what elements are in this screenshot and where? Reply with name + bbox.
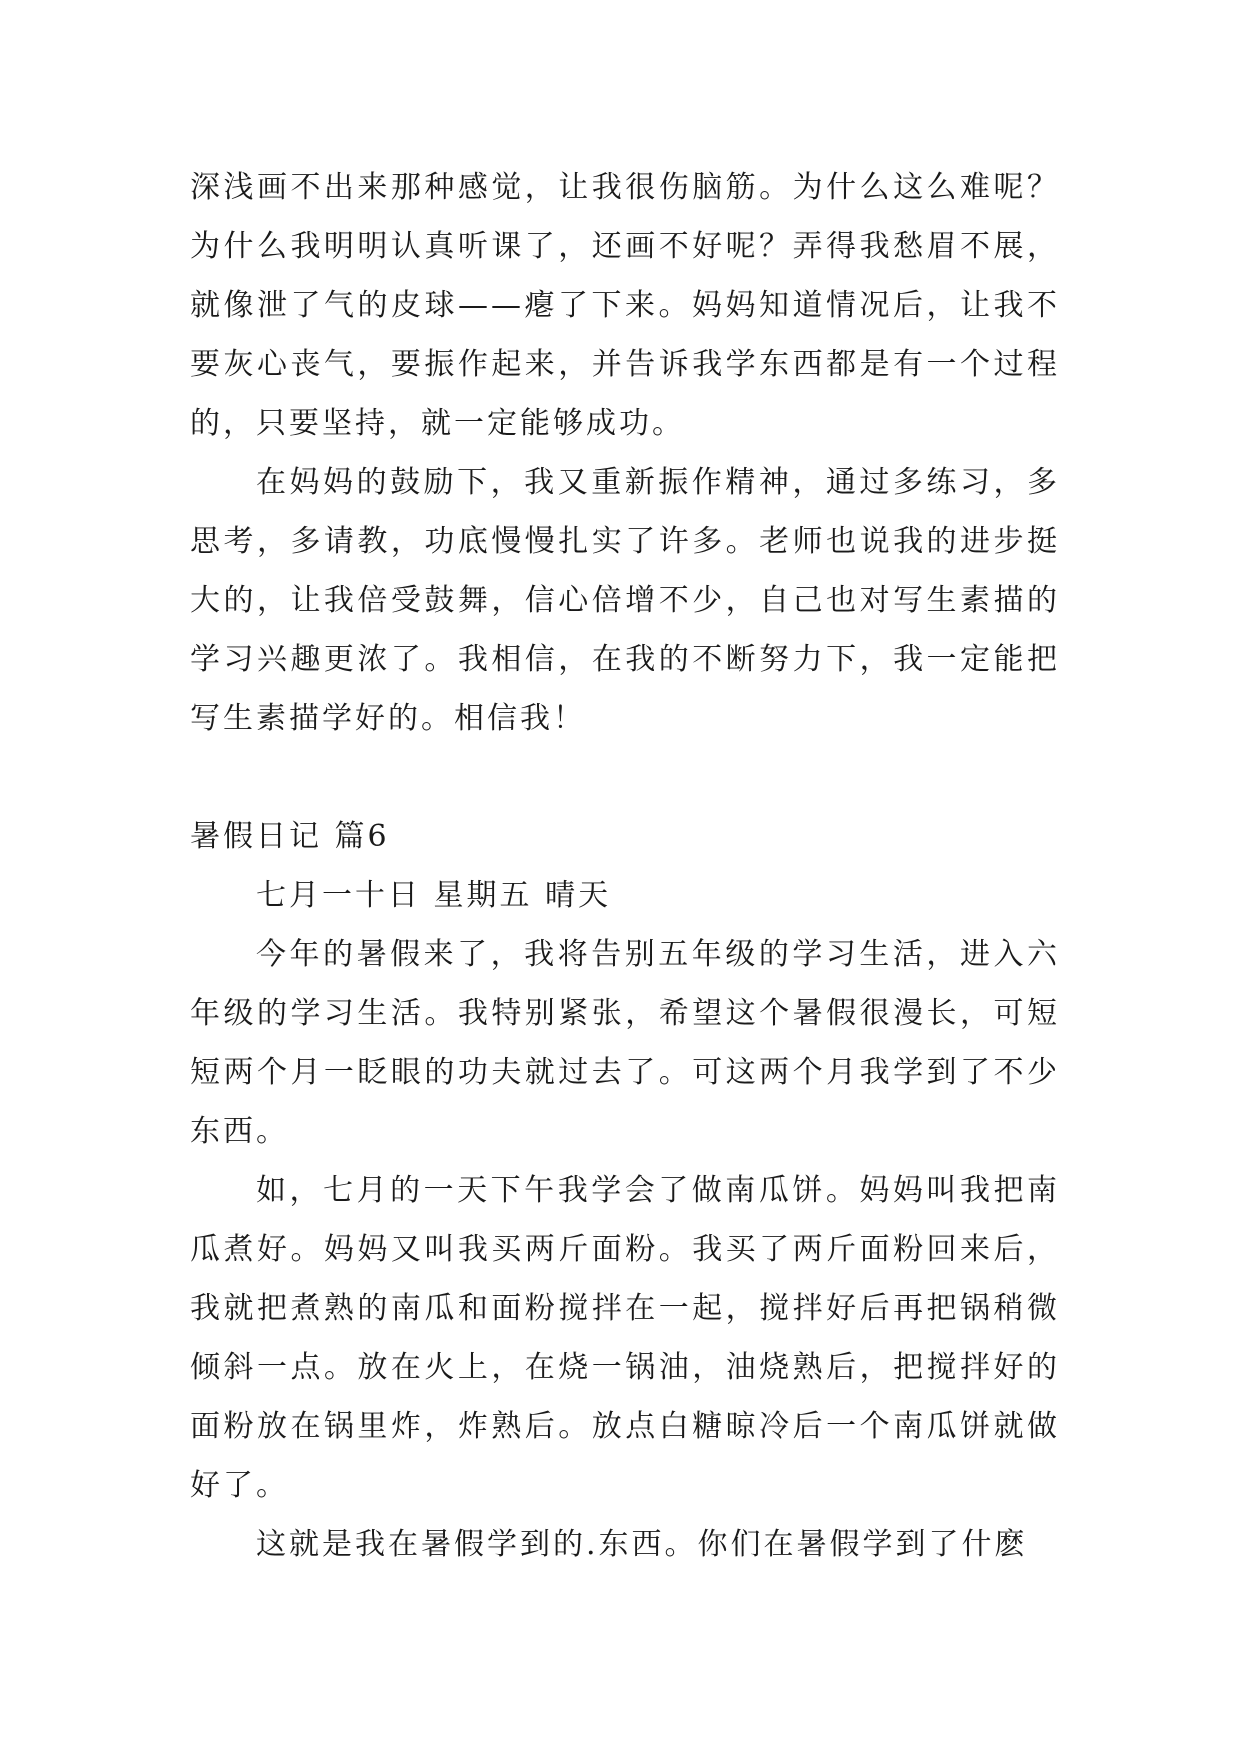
paragraph-continued: 深浅画不出来那种感觉，让我很伤脑筋。为什么这么难呢？为什么我明明认真听课了，还画不好呢？弄得我愁眉不展，就像泄了气的皮球——瘪了下来。妈妈知道情况后，让我不要灰心丧气，要振作起来，并告诉我学东西都是有一个过程的，只要坚持，就一定能够成功。 [190, 170, 1060, 441]
paragraph-pumpkin-cake: 如，七月的一天下午我学会了做南瓜饼。妈妈叫我把南瓜煮好。妈妈又叫我买两斤面粉。我买了两斤面粉回来后，我就把煮熟的南瓜和面粉搅拌在一起，搅拌好后再把锅稍微倾斜一点。放在火上，在烧一锅油，油烧熟后，把搅拌好的面粉放在锅里炸，炸熟后。放点白糖晾冷后一个南瓜饼就做好了。 [190, 1173, 1060, 1503]
paragraph-closing: 这就是我在暑假学到的.东西。你们在暑假学到了什麽 [256, 1527, 1028, 1562]
diary-date-line: 七月一十日 星期五 晴天 [256, 878, 612, 913]
document-page [190, 158, 1060, 1574]
paragraph-encouragement: 在妈妈的鼓励下，我又重新振作精神，通过多练习，多思考，多请教，功底慢慢扎实了许多。老师也说我的进步挺大的，让我倍受鼓舞，信心倍增不少，自己也对写生素描的学习兴趣更浓了。我相信，在我的不断努力下，我一定能把写生素描学好的。相信我！ [190, 465, 1060, 736]
section-gap [190, 748, 1060, 807]
section-heading: 暑假日记 篇6 [190, 819, 390, 854]
paragraph-summer-intro: 今年的暑假来了，我将告别五年级的学习生活，进入六年级的学习生活。我特别紧张，希望这个暑假很漫长，可短短两个月一眨眼的功夫就过去了。可这两个月我学到了不少东西。 [190, 937, 1060, 1149]
